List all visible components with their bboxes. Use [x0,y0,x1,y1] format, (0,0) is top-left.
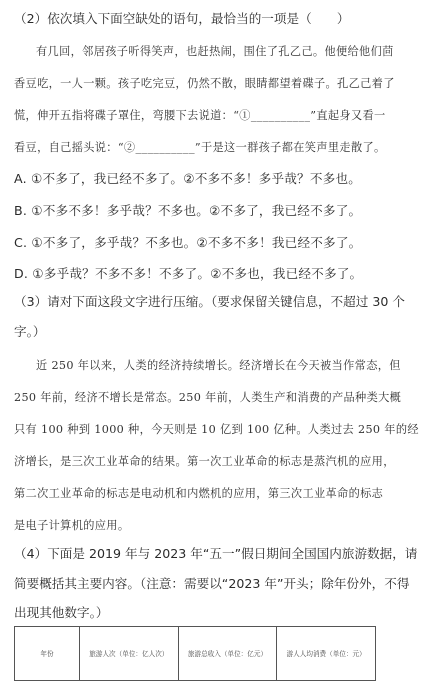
q2-passage-line: 慌，伸开五指将碟子罩住，弯腰下去说道：“①__________”直起身又看一 [14,109,386,122]
table-header-revenue: 旅游总收入（单位：亿元） [178,627,277,681]
q4-prompt-line: （4）下面是 2019 年与 2023 年“五一”假日期间全国国内旅游数据，请 [14,546,418,561]
q2-option-d[interactable]: D. ①多乎哉？不多不多！不多了。②不多也，我已经不多了。 [14,266,363,281]
q2-passage-line: 香豆吃，一人一颗。孩子吃完豆，仍然不散，眼睛都望着碟子。孔乙己着了 [14,77,395,90]
q3-passage-line: 第二次工业革命的标志是电动机和内燃机的应用，第三次工业革命的标志 [14,487,384,500]
q2-passage-line: 有几回，邻居孩子听得笑声，也赶热闹，围住了孔乙己。他便给他们茴 [36,45,394,58]
table-header-year: 年份 [15,627,80,681]
q3-passage-line: 近 250 年以来，人类的经济持续增长。经济增长在今天被当作常态，但 [36,359,401,372]
table-header-per-capita: 游人人均消费（单位：元） [277,627,376,681]
q4-prompt-line: 出现其他数字。） [14,605,109,620]
q3-passage-line: 济增长，是三次工业革命的结果。第一次工业革命的标志是蒸汽机的应用， [14,455,395,468]
q2-option-a[interactable]: A. ①不多了，我已经不多了。②不多不多！多乎哉？不多也。 [14,171,362,186]
tourism-data-table [14,626,376,681]
q2-passage-line: 看豆，自己摇头说：“②__________”于是这一群孩子都在笑声里走散了。 [14,141,386,154]
q4-prompt-line: 简要概括其主要内容。（注意：需要以“2023 年”开头；除年份外，不得 [14,576,410,591]
q3-prompt-line: 字。） [14,324,46,339]
table-header-trips: 旅游人次（单位：亿人次） [80,627,179,681]
q3-passage-line: 250 年前，经济不增长是常态。250 年前，人类生产和消费的产品种类大概 [14,391,402,404]
q2-prompt: （2）依次填入下面空缺处的语句，最恰当的一项是（ ） [14,11,350,26]
q3-prompt-line: （3）请对下面这段文字进行压缩。（要求保留关键信息，不超过 30 个 [14,294,405,309]
q3-passage-line: 只有 100 种到 1000 种，今天则是 10 亿到 100 亿种。人类过去 250 年的经 [14,423,419,436]
q2-option-b[interactable]: B. ①不多不多！多乎哉？不多也。②不多了，我已经不多了。 [14,203,362,218]
table-header-row [15,627,376,681]
q2-option-c[interactable]: C. ①不多了，多乎哉？不多也。②不多不多！我已经不多了。 [14,235,362,250]
q3-passage-line: 是电子计算机的应用。 [14,519,130,532]
